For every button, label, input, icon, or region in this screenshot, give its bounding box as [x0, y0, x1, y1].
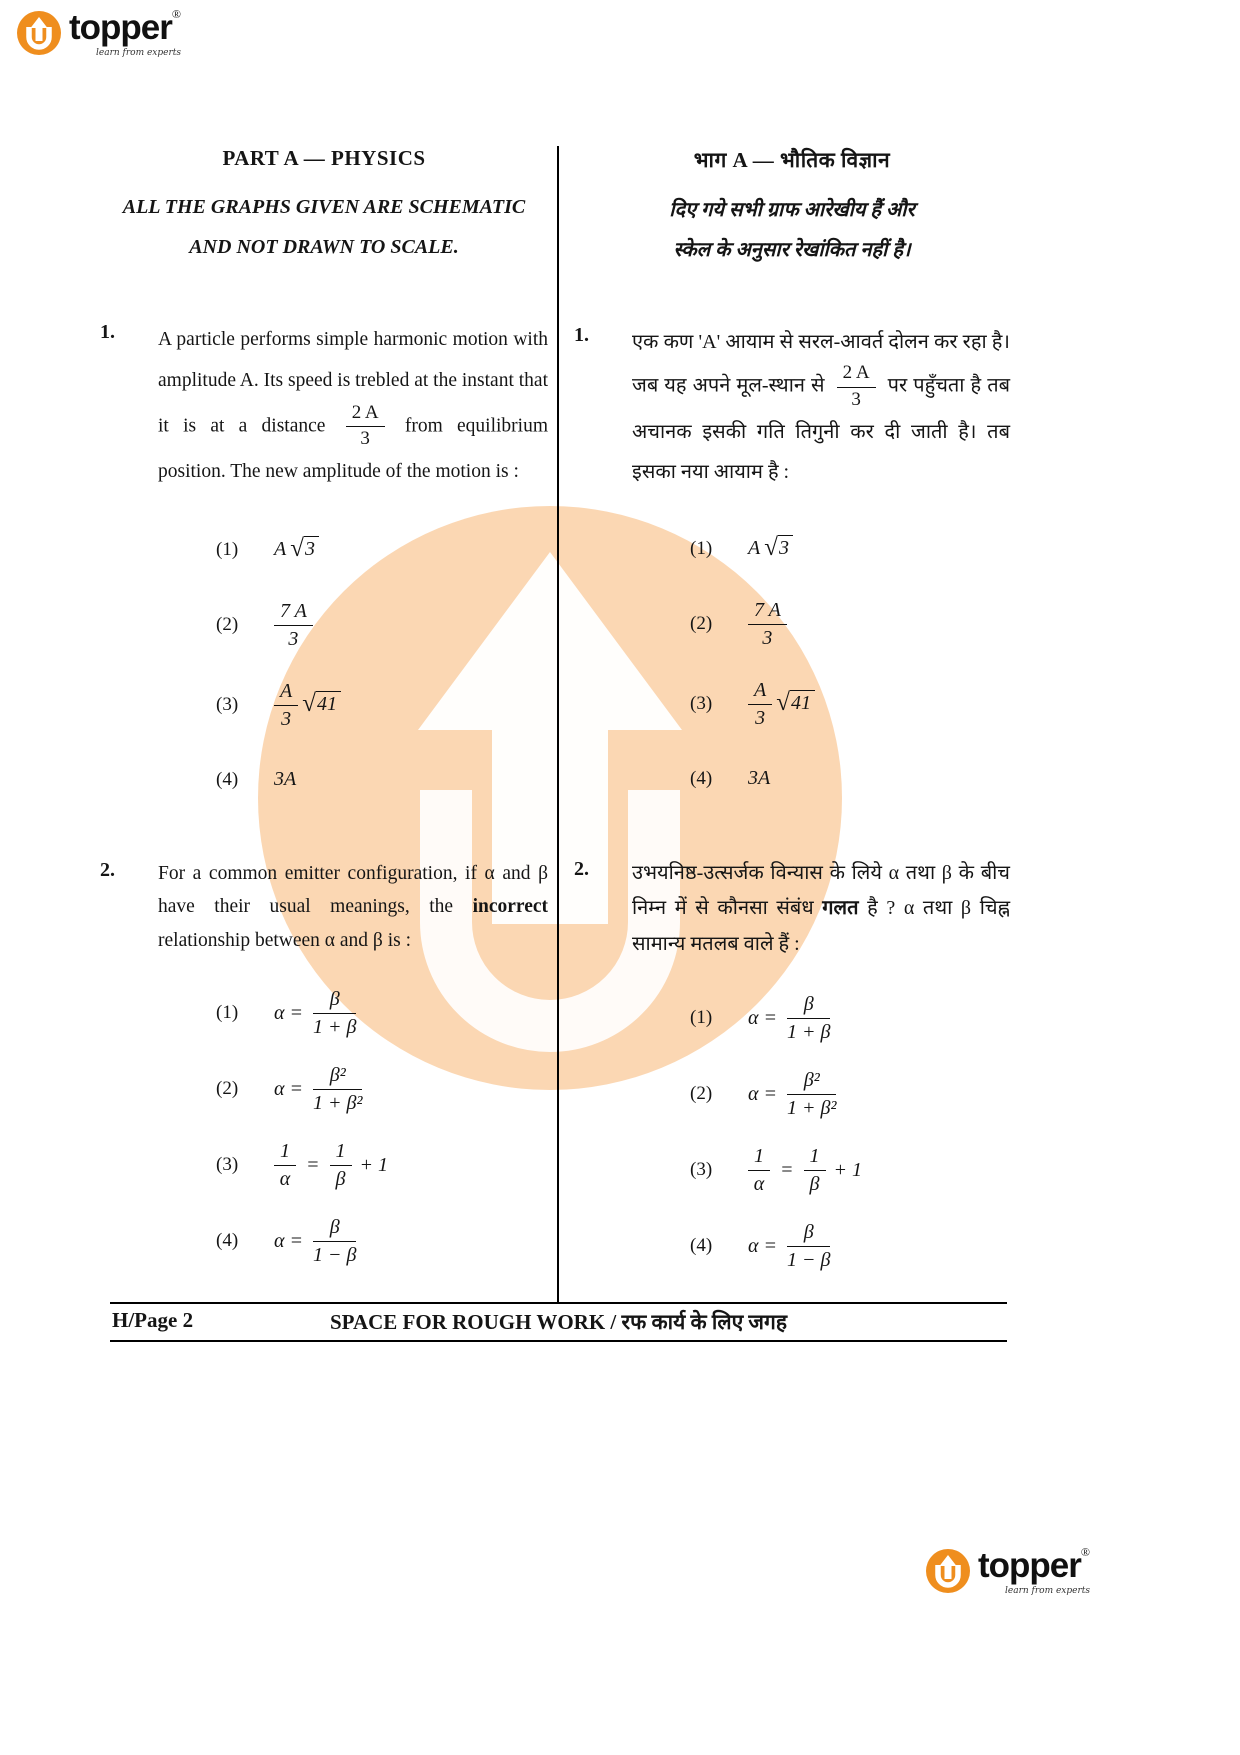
options-q2: [690, 992, 1010, 1272]
option-value: [748, 678, 815, 730]
radicand: 41: [790, 690, 815, 715]
square-root: [776, 690, 815, 716]
brand-text: [978, 1545, 1091, 1596]
fraction-denominator: 3: [755, 706, 766, 729]
fraction-denominator: 1 + β²: [787, 1097, 837, 1120]
registered-mark: ®: [1080, 1545, 1091, 1559]
question-2-en: [100, 857, 548, 1292]
question-text-part2: relationship between α and β is :: [158, 929, 411, 951]
question-body: [632, 322, 1010, 828]
option-value: [748, 1144, 862, 1196]
radicand: 41: [316, 691, 341, 716]
question-text-part1: एक कण 'A' आयाम से सरल-आवर्त दोलन कर रहा है। जब यह अपने मूल-स्थान से: [632, 331, 1010, 397]
variable: A: [274, 538, 287, 561]
radical-sign: √: [290, 535, 304, 563]
part-title-en: PART A — PHYSICS: [222, 146, 426, 170]
brand-name-line: [978, 1545, 1091, 1585]
question-text: [632, 856, 1010, 963]
square-root: [302, 691, 341, 717]
fraction-numerator: β²: [787, 1068, 836, 1095]
fraction-numerator: 2 A: [837, 362, 876, 388]
topper-logo-icon: [925, 1548, 971, 1594]
radical-sign: √: [302, 690, 316, 718]
question-text-part1: उभयनिष्ठ-उत्सर्जक विन्यास के लिये α तथा β के बीच निम्न में से कौनसा संबंध: [632, 861, 1010, 920]
option-label: (3): [216, 1154, 239, 1176]
fraction-numerator: β²: [313, 1063, 362, 1090]
question-2-hi: [574, 856, 1010, 1297]
question-number: 2.: [100, 858, 115, 881]
emphasis-word: incorrect: [472, 896, 548, 918]
fraction-numerator: 1: [274, 1139, 296, 1166]
topper-logo: [16, 7, 182, 58]
option-row: [690, 1220, 1010, 1272]
note-line-2: स्केल के अनुसार रेखांकित नहीं है।: [673, 239, 911, 261]
fraction-denominator: 1 + β²: [313, 1092, 363, 1115]
option-value: [274, 987, 356, 1039]
option-row: [216, 759, 548, 801]
fraction-numerator: 7 A: [274, 599, 313, 626]
radicand: 3: [304, 536, 319, 561]
fraction-numerator: β: [313, 1215, 356, 1242]
fraction: [748, 598, 787, 650]
note-line-1: ALL THE GRAPHS GIVEN ARE SCHEMATIC: [122, 196, 526, 218]
footer: [110, 1306, 1007, 1338]
equation-lhs: α =: [748, 1082, 777, 1105]
fraction: [313, 1063, 362, 1115]
fraction-denominator: β: [809, 1173, 820, 1196]
fraction: [787, 1068, 836, 1120]
question-body: [158, 319, 548, 829]
fraction: [804, 1144, 826, 1196]
option-label: (4): [216, 768, 239, 790]
topper-logo-icon: [16, 10, 62, 56]
option-value: [748, 992, 830, 1044]
inline-fraction: [837, 362, 876, 412]
question-text-part2: from equilibrium position. The new amplitude of the motion is :: [158, 414, 549, 483]
variable: A: [748, 537, 761, 560]
fraction-denominator: α: [753, 1173, 765, 1196]
option-row: [690, 758, 1010, 800]
fraction-denominator: α: [279, 1168, 291, 1191]
fraction: [787, 992, 830, 1044]
brand-text: [69, 7, 182, 58]
fraction-denominator: 1 + β: [787, 1021, 831, 1044]
option-label: (4): [216, 1230, 239, 1252]
inline-fraction: [346, 402, 385, 452]
radical-sign: √: [776, 689, 790, 717]
question-1-hi: [574, 322, 1010, 828]
option-row: [690, 528, 1010, 570]
emphasis-word: गलत: [822, 897, 859, 920]
fraction: [748, 1144, 770, 1196]
question-text-part1: A particle performs simple harmonic motion with amplitude A. Its speed is trebled at the instant that it is at a distance: [158, 329, 548, 436]
question-text: [158, 857, 548, 958]
fraction-denominator: 1 − β: [313, 1244, 357, 1267]
schematic-note-en: [100, 187, 548, 267]
note-line-2: AND NOT DRAWN TO SCALE.: [189, 236, 459, 258]
option-row: [690, 1068, 1010, 1120]
question-text-part1: For a common emitter configuration, if α and β have their usual meanings, the: [158, 862, 548, 918]
option-row: [216, 679, 548, 731]
option-row: [216, 529, 548, 571]
footer-rule-top: [110, 1302, 1007, 1304]
question-text-part2: पर पहुँचता है तब अचानक इसकी गति तिगुनी कर दी जाती है। तब इसका नया आयाम है :: [632, 374, 1011, 483]
fraction: [274, 1139, 296, 1191]
fraction: [313, 1215, 356, 1267]
fraction: [787, 1220, 830, 1272]
brand-name-line: [69, 7, 182, 47]
option-label: (1): [216, 538, 239, 560]
equation-lhs: α =: [274, 1229, 303, 1252]
fraction-denominator: 3: [851, 388, 861, 410]
equation-lhs: α =: [274, 1077, 303, 1100]
fraction-numerator: 1: [330, 1139, 352, 1166]
option-label: (2): [690, 612, 713, 634]
footer-rule-bottom: [110, 1340, 1007, 1342]
page-number: H/Page 2: [112, 1308, 194, 1332]
fraction-denominator: 3: [762, 626, 773, 649]
fraction-numerator: β: [313, 987, 356, 1014]
option-label: (4): [690, 767, 713, 789]
fraction-numerator: β: [787, 992, 830, 1019]
fraction-denominator: 3: [360, 428, 370, 450]
option-label: (3): [690, 1159, 713, 1181]
option-label: (1): [690, 1007, 713, 1029]
option-label: (1): [690, 537, 713, 559]
fraction-numerator: β: [787, 1220, 830, 1247]
equals-sign: =: [780, 1158, 794, 1181]
option-value: [274, 599, 313, 651]
fraction: [274, 599, 313, 651]
option-label: (3): [690, 692, 713, 714]
option-value: 3A: [748, 767, 771, 790]
fraction-denominator: 1 − β: [787, 1249, 831, 1272]
radical-sign: √: [764, 534, 778, 562]
option-row: [690, 992, 1010, 1044]
brand-name: topper: [978, 1546, 1081, 1585]
options-q1: [216, 529, 548, 801]
fraction-numerator: 1: [748, 1144, 770, 1171]
registered-mark: ®: [171, 7, 182, 21]
option-row: [216, 599, 548, 651]
question-text-part2: है ? α तथा β चिह्न सामान्य मतलब वाले हैं :: [632, 897, 1011, 955]
equation-tail: + 1: [833, 1158, 862, 1181]
option-row: [216, 1139, 548, 1191]
equation-lhs: α =: [748, 1234, 777, 1257]
brand-tagline: learn from experts: [1005, 1586, 1091, 1596]
fraction-denominator: 3: [281, 707, 292, 730]
part-title-hi: भाग A — भौतिक विज्ञान: [693, 148, 891, 172]
square-root: [290, 536, 319, 562]
option-row: [216, 1215, 548, 1267]
option-row: [690, 1144, 1010, 1196]
question-text: [158, 319, 548, 493]
brand-tagline: learn from experts: [96, 48, 182, 58]
option-value: 3A: [274, 768, 297, 791]
note-line-1: दिए गये सभी ग्राफ आरेखीय हैं और: [669, 199, 915, 221]
fraction: [274, 679, 298, 731]
option-value: [274, 1063, 362, 1115]
option-row: [690, 598, 1010, 650]
radicand: 3: [778, 535, 793, 560]
option-label: (1): [216, 1002, 239, 1024]
option-label: (2): [216, 613, 239, 635]
option-value: [748, 1068, 836, 1120]
fraction-numerator: 2 A: [346, 402, 385, 428]
question-body: [158, 857, 548, 1292]
column-divider: [557, 146, 559, 1304]
fraction-numerator: 7 A: [748, 598, 787, 625]
fraction: [748, 678, 772, 730]
hindi-column: [574, 146, 1010, 1296]
question-number: 1.: [574, 324, 589, 346]
option-value: [274, 1215, 356, 1267]
square-root: [764, 535, 793, 561]
fraction: [330, 1139, 352, 1191]
equation-lhs: α =: [274, 1001, 303, 1024]
option-label: (2): [690, 1083, 713, 1105]
fraction-denominator: β: [335, 1168, 346, 1191]
question-text: [632, 322, 1010, 492]
option-label: (4): [690, 1235, 713, 1257]
options-q2: [216, 987, 548, 1267]
fraction-denominator: 3: [288, 627, 299, 650]
question-1-en: [100, 319, 548, 829]
question-number: 2.: [574, 857, 589, 880]
question-number: 1.: [100, 321, 115, 343]
fraction: [313, 987, 356, 1039]
option-value: [274, 1139, 388, 1191]
option-value: [274, 679, 341, 731]
fraction-numerator: A: [748, 678, 772, 705]
option-row: [690, 678, 1010, 730]
brand-name: topper: [69, 8, 172, 47]
option-label: (3): [216, 693, 239, 715]
fraction-denominator: 1 + β: [313, 1016, 357, 1039]
option-label: (2): [216, 1078, 239, 1100]
fraction-numerator: 1: [804, 1144, 826, 1171]
option-value: [748, 1220, 830, 1272]
option-value: [274, 536, 319, 562]
equals-sign: =: [306, 1153, 320, 1176]
option-row: [216, 1063, 548, 1115]
fraction-numerator: A: [274, 679, 298, 706]
equation-lhs: α =: [748, 1006, 777, 1029]
option-row: [216, 987, 548, 1039]
question-body: [632, 856, 1010, 1297]
schematic-note-hi: [574, 190, 1010, 270]
option-value: [748, 535, 793, 561]
option-value: [748, 598, 787, 650]
english-column: [100, 146, 548, 1291]
topper-logo-bottom: [925, 1545, 1091, 1596]
options-q1: [690, 528, 1010, 800]
rough-work-label: SPACE FOR ROUGH WORK / रफ कार्य के लिए जगह: [330, 1310, 787, 1334]
equation-tail: + 1: [359, 1153, 388, 1176]
